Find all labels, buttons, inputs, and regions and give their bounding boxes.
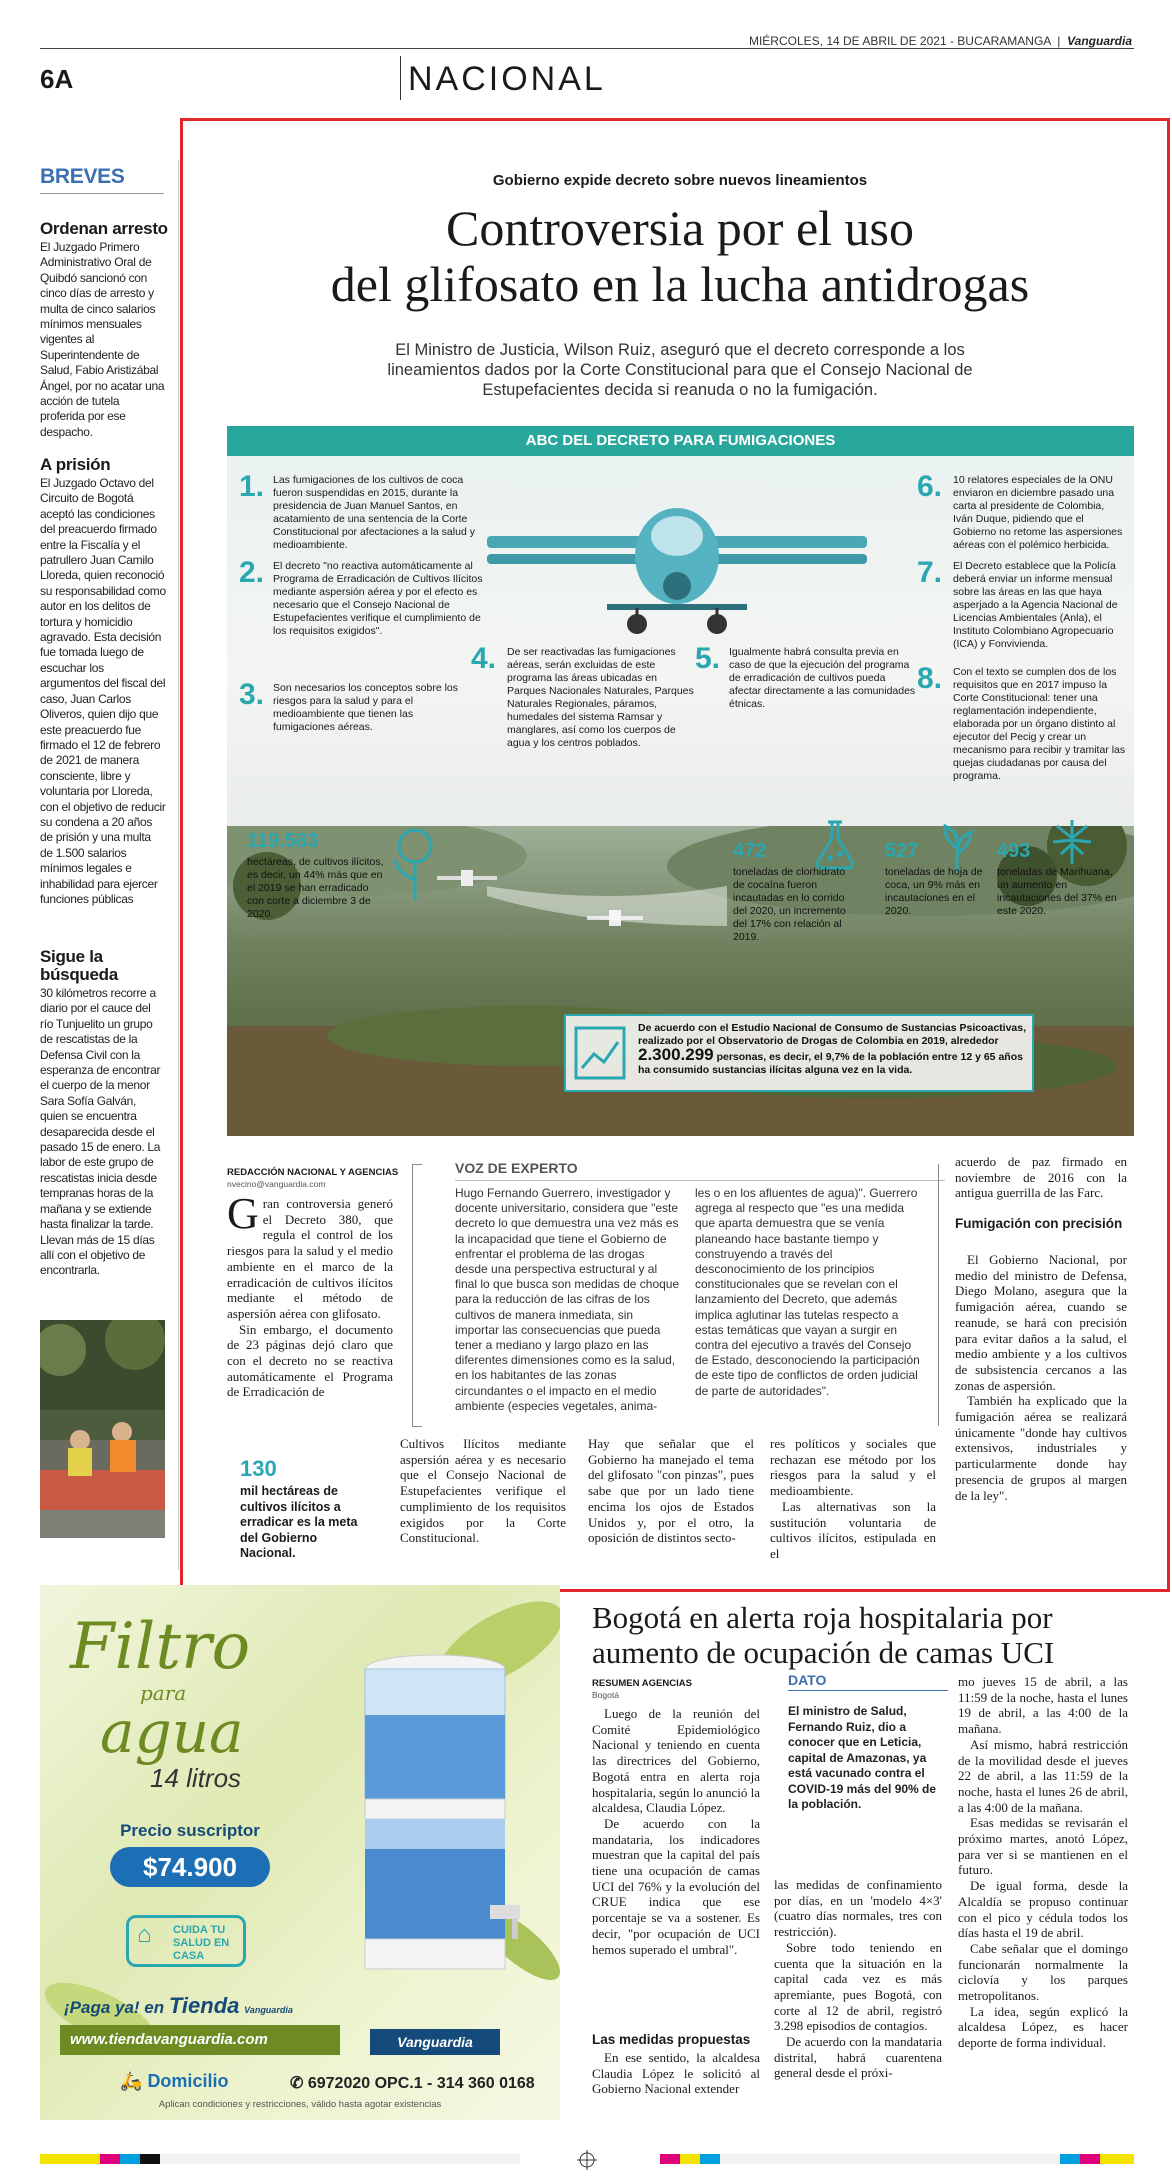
rescue-photo [40, 1320, 165, 1538]
voz-bracket-bottom [412, 1426, 422, 1427]
ad-title-agua: agua [100, 1698, 244, 1766]
voz-col-1: Hugo Fernando Guerrero, investigador y docente universitario, considera que "este decreto lo que demuestra una vez más es la incapacidad que tiene el Gobierno de enfrentar el problema de las drogas desde una perspectiva estructural y al final lo que busca son medidas de choque para la reducción de las cifras de los cultivos de manera inmediata, sin importar las consecuencias que pueda tener a mediano y largo plazo en las diferentes dimensiones como es la salud, en los habitantes de las zonas circundantes o el impacto en el medio ambiente (especies vegetales, anima- [455, 1186, 680, 1413]
stat-value: 493 [997, 840, 1031, 862]
story2-place: Bogotá [592, 1690, 619, 1700]
point-text: El decreto "no reactiva automáticamente al Programa de Erradicación de Cultivos Ilícitos mediante aspersión aérea y por el efecto es necesario que el Consejo Nacional de Estupefacientes verifique el cumplimiento de los requisitos exigidos". [273, 560, 483, 637]
story2-col-3: mo jueves 15 de abril, a las 11:59 de la noche, hasta el lunes 19 de abril, a las 4:00 de la mañana. Así mismo, habrá restricción de la movilidad desde el jueves 22 de abril, a las 11:59 de la noche, hasta el lunes 26 de abril, a las 4:00 de la mañana. Esas medidas se revisarán el próximo martes, anotó López, para ver si se mantienen en el futuro. De igual forma, desde la Alcaldía se propuso continuar con el pico y cédula todos los días hasta el 19 de abril. Cabe señalar que el domingo funcionarán normalmente la ciclovía y los parques metropolitanos. La idea, según explicó la alcaldesa López, es hacer deporte de forma individual. [958, 1674, 1128, 2051]
section-title: NACIONAL [408, 60, 606, 98]
stat-text: toneladas de clorhidrato de cocaína fueron incautadas en lo corrido del 2020, un incremento del 17% con relación al 2019. [733, 866, 846, 943]
breves-rule [40, 193, 164, 194]
stat-130-value: 130 [240, 1456, 277, 1481]
stat-text: toneladas de Marihuana, un aumento en incautaciones del 37% en este 2020. [997, 866, 1117, 917]
point-text: Son necesarios los conceptos sobre los riesgos para la salud y para el medioambiente que tienen las fumigaciones aéreas. [273, 682, 459, 733]
headline-line-1: Controversia por el uso [446, 200, 914, 256]
point-text: Las fumigaciones de los cultivos de coca fueron suspendidas en 2015, durante la presidencia de Juan Manuel Santos, en acatamiento de una sentencia de la Corte Constitucional por afectaciones a la salud y medioambiente. [273, 474, 475, 551]
stat-130-text: mil hectáreas de cultivos ilícitos a erradicar es la meta del Gobierno Nacional. [240, 1484, 358, 1560]
ad-store: Tienda [168, 1993, 240, 2018]
story2-subhead: Las medidas propuestas [592, 2032, 751, 2047]
point-number: 1. [239, 470, 265, 503]
voz-bracket-right [938, 1164, 939, 1426]
ad-url[interactable]: www.tiendavanguardia.com [60, 2025, 340, 2055]
stat-value: 527 [885, 840, 919, 862]
dateline: MIÉRCOLES, 14 DE ABRIL DE 2021 - BUCARAMANGA | Vanguardia [748, 34, 1132, 48]
point-number: 6. [917, 470, 943, 503]
main-headline [200, 200, 1160, 312]
byline: REDACCIÓN NACIONAL Y AGENCIAS [227, 1167, 399, 1178]
page-number: 6A [40, 64, 74, 94]
header-rule [40, 48, 1134, 49]
voz-bracket-left [412, 1164, 413, 1426]
point-number: 7. [917, 556, 943, 589]
point-text: Con el texto se cumplen dos de los requisitos que en 2017 impuso la Corte Constitucional: tener una reglamentación independiente, elaborada por un órgano distinto al ejecutor del Pecig y crear un mecanismo para recibir y tramitar las quejas ciudadanas por causa del programa. [953, 666, 1126, 782]
ad-delivery: 🛵 Domicilio [120, 2071, 229, 2091]
phone-icon: ✆ [290, 2075, 304, 2092]
stat-value: 472 [733, 840, 767, 862]
flask-icon [812, 818, 858, 870]
brand-name: Vanguardia [1067, 34, 1132, 48]
article-col-5: El Gobierno Nacional, por medio del ministro de Defensa, Diego Molano, asegura que la fumigación aérea, cuando se reanude, se hará con precisión para evitar daños a la salud, el medio ambiente y a los cultivos de subsistencia cercanos a las zonas de aspersión. También ha explicado que la fumigación aérea se realizará únicamente "donde hay cultivos extensivos, industriales y particularmente donde hay presencia de grupos al margen de la ley". [955, 1252, 1127, 1503]
breve-headline: Sigue la búsqueda [40, 947, 118, 984]
ad-title-para: para [140, 1681, 187, 1705]
column-rule [178, 160, 179, 1570]
stat-text: toneladas de hoja de coca, un 9% más en incautaciones en el 2020. [885, 866, 983, 917]
advertisement[interactable] [40, 1585, 560, 2120]
story2-headline-line-2: aumento de ocupación de camas UCI [592, 1635, 1055, 1670]
breve-text: 30 kilómetros recorre a diario por el cauce del río Tunjuelito un grupo de rescatistas de la Defensa Civil con la esperanza de encontrar el cuerpo de la menor Sara Sofía Galván, quien se encuentra desaparecida desde el pasado 15 de enero. La labor de este grupo de rescatistas inicia desde tempranas horas de la mañana y se extiende hasta finalizar la tarde. Llevan más de 15 días allí con el objetivo de encontrarla. [40, 986, 161, 1278]
stat-value: 119.583 [247, 830, 319, 852]
ad-store-sub: Vanguardia [244, 2005, 293, 2015]
ad-title-filtro: Filtro [70, 1610, 251, 1684]
dato-rule [788, 1690, 948, 1691]
ad-price-label: Precio suscriptor [120, 1821, 260, 1840]
deck: El Ministro de Justicia, Wilson Ruiz, aseguró que el decreto corresponde a los lineamientos dados por la Corte Constitucional para que el Consejo Nacional de Estupefacientes decida si reanuda o no la fumigación. [387, 341, 973, 399]
ad-price-badge: $74.900 [110, 1847, 270, 1887]
article-col-5-top: acuerdo de paz firmado en noviembre de 2016 con la antigua guerrilla de las Farc. [955, 1154, 1127, 1201]
point-text: 10 relatores especiales de la ONU enviaron en diciembre pasado una carta al presidente de Colombia, Iván Duque, pidiendo que el Gobierno no retome las aspersiones aéreas con el polémico herbicida. [953, 474, 1123, 551]
survey-text: De acuerdo con el Estudio Nacional de Consumo de Sustancias Psicoactivas, realizado por el Observatorio de Drogas de Colombia en 2019, alrededor 2.300.299 personas, es decir, el 9,7% de la población entre 12 y 65 años ha consumido sustancias ilícitas alguna vez en la vida. [638, 1022, 1027, 1076]
point-number: 3. [239, 678, 265, 711]
infographic-banner: ABC DEL DECRETO PARA FUMIGACIONES [227, 426, 1134, 456]
point-text: De ser reactivadas las fumigaciones aéreas, serán excluidas de este programa las áreas ubicadas en Parques Nacionales Naturales, Parques Naturales Regionales, páramos, humedales del sistema Ramsar y manglares, así como los cuerpos de agua y los centros poblados. [507, 646, 694, 749]
story2-byline: RESUMEN AGENCIAS [592, 1678, 692, 1689]
headline-line-2: del glifosato en la lucha antidrogas [330, 256, 1030, 312]
kicker: Gobierno expide decreto sobre nuevos lineamientos [492, 172, 868, 189]
ad-fine-print: Aplican condiciones y restricciones, válido hasta agotar existencias [158, 2099, 442, 2110]
dato-title: DATO [788, 1672, 827, 1688]
story2-col-2: las medidas de confinamiento por días, en un 'modelo 4×3' (cuatro días normales, tres con restricción). Sobre todo teniendo en cuenta que la situación en la capital cada vez es más apremiante, pues Bogotá, con corte al 12 de abril, registró 3.298 episodios de contagios. De acuerdo con la mandataria distrital, habrá cuarentena general desde el próxi- [774, 1877, 942, 2081]
ad-brand: Vanguardia [370, 2029, 500, 2055]
story2-col-1: Luego de la reunión del Comité Epidemiológico Nacional y teniendo en cuenta las directrices del Gobierno, Bogotá entra en alerta roja hospitalaria, según lo anunció la alcaldesa, Claudia López. De acuerdo con la mandataria, los indicadores muestran que la capital del país tiene una ocupación de camas UCI del 76% y la evolución del CRUE indica que ese porcentaje se va a sostener. Es decir, "por ocupación de UCI hemos superado el umbral". [592, 1706, 760, 1957]
article-col-1: Gran controversia generó el Decreto 380, que regula el control de los riesgos para la salud y el medio ambiente en el marco de la erradicación de cultivos ilícitos mediante el método de aspersión aérea con glifosato. Sin embargo, el documento de 23 páginas dejó claro que con el decreto no se reactiva automáticamente el Programa de Erradicación de [227, 1189, 393, 1400]
point-number: 2. [239, 556, 265, 589]
house-heart-icon: ⌂ [137, 1921, 152, 1948]
infographic [227, 426, 1134, 1136]
article-col-4: res políticos y sociales que rechazan ese método por los riesgos para la salud y el medioambiente. Las alternativas son la sustitución voluntaria de cultivos ilícitos, estipulada en el [770, 1436, 936, 1561]
story2-col-1-end: En ese sentido, la alcaldesa Claudia López le solicitó al Gobierno Nacional extender [592, 2050, 760, 2097]
survey-box [564, 1014, 1034, 1092]
stat-text: hectáreas, de cultivos ilícitos, es decir, un 44% más que en el 2019 se han erradicado con corte a diciembre 3 de 2020. [247, 856, 384, 920]
point-number: 8. [917, 662, 943, 695]
article-col-2: Cultivos Ilícitos mediante aspersión aérea y es necesario que el Consejo Nacional de Estupefacientes verifique el cumplimiento de los requisitos exigidos por la Corte Constitucional. [400, 1436, 566, 1546]
voz-col-2: les o en los afluentes de agua)". Guerrero agrega al respecto que "es una medida que aparta demuestra que se venía planeando hace bastante tiempo y construyendo a través del desconocimiento de los principios constitucionales que se revelan con el lanzamiento del Decreto, que además implica aglutinar las tutelas respecto a estas temáticas que vayan a surgir en contra del ejecutivo a través del Consejo de Estado, desconociendo la participación de este tipo de conflictos de orden judicial de parte de autoridades". [695, 1186, 920, 1398]
point-text: Igualmente habrá consulta previa en caso de que la ejecución del programa de erradicación de cultivos pueda afectar directamente a las comunidades étnicas. [729, 646, 916, 710]
scooter-icon: 🛵 [120, 2071, 143, 2091]
spray-planes [427, 866, 727, 946]
ad-capacity: 14 litros [150, 1763, 242, 1793]
dato-text: El ministro de Salud, Fernando Ruiz, dio a conocer que en Leticia, capital de Amazonas, ya está vacunado contra el COVID-19 más del 90% de la población. [788, 1704, 937, 1811]
ad-phone: ✆ 6972020 OPC.1 - 314 360 0168 [290, 2075, 535, 2092]
voz-title: VOZ DE EXPERTO [455, 1160, 578, 1176]
voz-bracket-top [412, 1164, 422, 1165]
marijuana-leaf-icon [1049, 818, 1095, 866]
point-text: El Decreto establece que la Policía deberá enviar un informe mensual sobre las áreas en las que haya asperjado a la Agencia Nacional de Licencias Ambientales (Anla), el Instituto Colombiano Agropecuario (ICA) y Fonvivienda. [953, 560, 1118, 650]
byline-email: nvecino@vanguardia.com [227, 1179, 326, 1189]
breve-text: El Juzgado Octavo del Circuito de Bogotá aceptó las condiciones del preacuerdo firmado entre la Fiscalía y el patrullero Juan Camilo Lloreda, quien reconoció su responsabilidad como autor en los delitos de tortura y homicidio agravado. Esta decisión fue tomada luego de escuchar los argumentos del fiscal del caso, Juan Carlos Oliveros, quien dijo que este preacuerdo fue firmado el 12 de febrero de 2021 de manera consciente, libre y voluntaria por Lloreda, con el objetivo de reducir su condena a 20 años de prisión y una multa de 1.500 salarios mínimos legales e inhabilidad para ejercer funciones públicas [40, 476, 166, 906]
breves-title: BREVES [40, 165, 125, 188]
water-filter-icon [340, 1645, 540, 2005]
breve-headline: A prisión [40, 455, 111, 474]
ad-pay-line: ¡Paga ya! en Tienda Vanguardia [64, 1993, 293, 2018]
ad-health-badge: ⌂ CUIDA TU SALUD EN CASA [126, 1915, 246, 1967]
article-col-3: Hay que señalar que el Gobierno ha manejado el tema del glifosato "con pinzas", pues sabe que por un lado tiene encima los ojos de Estados Unidos y, por el otro, la oposición de distintos secto- [588, 1436, 754, 1546]
breve-headline: Ordenan arresto [40, 219, 168, 238]
survey-value: 2.300.299 [638, 1045, 714, 1064]
point-number: 4. [471, 642, 497, 675]
breve-text: El Juzgado Primero Administrativo Oral de Quibdó sancionó con cinco días de arresto y multa de cinco salarios mínimos mensuales vigentes al Superintendente de Salud, Fabio Aristizábal Ángel, por no acatar una acción de tutela proferida por ese despacho. [40, 240, 165, 439]
plane-icon [487, 496, 867, 646]
drop-cap: G [227, 1189, 259, 1238]
story2-headline [592, 1600, 1152, 1670]
point-number: 5. [695, 642, 721, 675]
section-divider [400, 56, 401, 100]
voz-rule [455, 1180, 945, 1181]
story2-headline-line-1: Bogotá en alerta roja hospitalaria por [592, 1600, 1053, 1635]
report-chart-icon [572, 1024, 628, 1082]
color-registration-bar [40, 2150, 1134, 2170]
subhead: Fumigación con precisión [955, 1216, 1123, 1231]
